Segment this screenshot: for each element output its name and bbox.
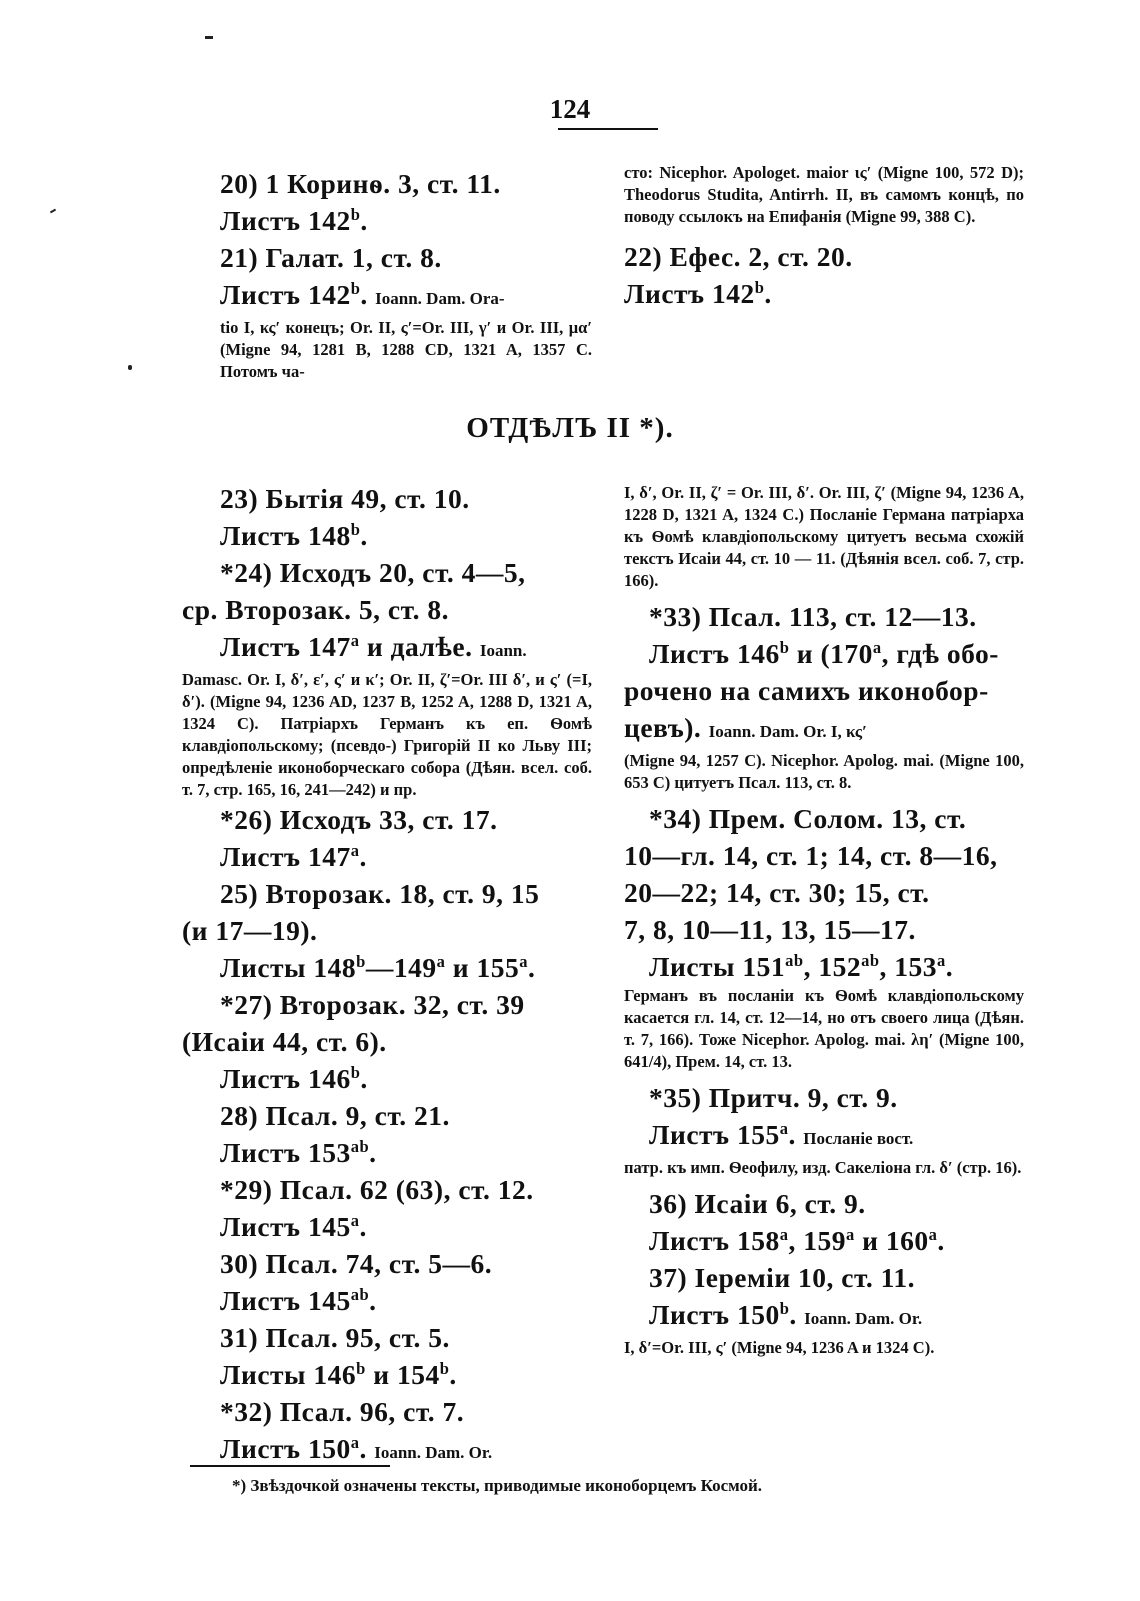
- entry-27: *27) Второзак. 32, ст. 39: [220, 989, 525, 1020]
- entry-23-leaf: Листъ 148$^b$.: [220, 519, 368, 551]
- entry-33-leaf: Листъ 146$^b$ и (170$^a$, гдѣ обо-: [649, 637, 999, 669]
- entry-35-leaf: Листъ 155$^a$. Посланіе вост.: [649, 1118, 914, 1150]
- entry-20: 20) 1 Коринѳ. 3, ст. 11.: [220, 168, 501, 199]
- entry-29: *29) Псал. 62 (63), ст. 12.: [220, 1174, 534, 1205]
- entry-34-cont2: 20—22; 14, ст. 30; 15, ст.: [624, 877, 930, 908]
- footnote: *) Звѣздочкой означены тексты, приводимые иконоборцемъ Космой.: [232, 1476, 763, 1495]
- entry-36-leaf: Листъ 158$^a$, 159$^a$ и 160$^a$.: [649, 1224, 945, 1256]
- left-column: [182, 480, 600, 1471]
- entry-21-note-continued: сто: Nicephor. Apologet. maior ις′ (Migne 100, 572 D); Theodorus Studita, Antirrh. II, въ самомъ концѣ, по поводу ссылокъ на Епифанія (Migne 99, 388 C).: [624, 163, 1024, 226]
- entry-35: *35) Притч. 9, ст. 9.: [649, 1082, 898, 1113]
- entry-35-note: патр. къ имп. Ѳеофилу, изд. Сакеліона гл. δ′ (стр. 16).: [624, 1158, 1022, 1177]
- entry-30: 30) Псал. 74, ст. 5—6.: [220, 1248, 493, 1279]
- entry-21-note: tio I, κς′ конецъ; Or. II, ς′=Or. III, γ′ и Or. III, μα′ (Migne 94, 1281 B, 1288 CD, 1321 A, 1357 C. Потомъ ча-: [220, 318, 592, 381]
- entry-26-leaf: Листъ 147$^a$.: [220, 840, 367, 872]
- scan-speck: [205, 36, 213, 39]
- entry-24-ref: ср. Второзак. 5, ст. 8.: [182, 594, 449, 625]
- entry-34-cont: 10—гл. 14, ст. 1; 14, ст. 8—16,: [624, 840, 998, 871]
- entry-34: *34) Прем. Солом. 13, ст.: [649, 803, 967, 834]
- entry-22-leaf: Листъ 142$^b$.: [624, 277, 772, 309]
- entry-34-note: Германъ въ посланіи къ Ѳомѣ клавдіопольскому касается гл. 14, ст. 12—14, но отъ своего лица (Дѣян. т. 7, 166). Тоже Nicephor. Apolog. mai. λη′ (Migne 100, 641/4), Прем. 14, ст. 13.: [624, 986, 1024, 1071]
- entry-26: *26) Исходъ 33, ст. 17.: [220, 804, 498, 835]
- entry-22: 22) Ефес. 2, ст. 20.: [624, 241, 853, 272]
- entry-27-leaf: Листъ 146$^b$.: [220, 1062, 368, 1094]
- entry-27-ref: (Исаіи 44, ст. 6).: [182, 1026, 387, 1057]
- entry-31-leaf: Листы 146$^b$ и 154$^b$.: [220, 1358, 457, 1390]
- entry-32-leaf: Листъ 150$^a$. Ioann. Dam. Or.: [220, 1432, 493, 1464]
- top-right-column: [624, 162, 1044, 312]
- entry-31: 31) Псал. 95, ст. 5.: [220, 1322, 450, 1353]
- top-left-column: [220, 165, 600, 383]
- entry-28: 28) Псал. 9, ст. 21.: [220, 1100, 450, 1131]
- entry-32-note-continued: I, δ′, Or. II, ζ′ = Or. III, δ′. Or. III, ζ′ (Migne 94, 1236 A, 1228 D, 1321 A, 1324 C.) Посланіе Германа патріарха къ Ѳомѣ клавдіопольскому цитуетъ весьма схожій текстъ Исаіи 44, ст. 10 — 11. (Дѣянія всел. соб. 7, стр. 166).: [624, 483, 1024, 590]
- entry-23: 23) Бытія 49, ст. 10.: [220, 483, 470, 514]
- entry-34-leaf: Листы $151^{ab}$, $152^{ab}$, 153$^a$.: [649, 950, 954, 982]
- entry-20-leaf: Листъ 142$^b$.: [220, 204, 368, 236]
- entry-24: *24) Исходъ 20, ст. 4—5,: [220, 557, 526, 588]
- entry-25: 25) Второзак. 18, ст. 9, 15: [220, 878, 540, 909]
- entry-29-leaf: Листъ 145$^a$.: [220, 1210, 367, 1242]
- page-number-rule: [558, 128, 658, 130]
- entry-32: *32) Псал. 96, ст. 7.: [220, 1396, 465, 1427]
- section-title: ОТДѢЛЪ II *).: [466, 412, 674, 444]
- entry-33: *33) Псал. 113, ст. 12—13.: [649, 601, 977, 632]
- scan-speck: [128, 365, 132, 370]
- entry-33-note: (Migne 94, 1257 C). Nicephor. Apolog. mai. (Migne 100, 653 C) цитуетъ Псал. 113, ст. 8.: [624, 751, 1024, 792]
- entry-33-cont2: цевъ). Ioann. Dam. Or. I, κς′: [624, 712, 867, 743]
- entry-37: 37) Іереміи 10, ст. 11.: [649, 1262, 916, 1293]
- entry-28-leaf: Листъ $153^{ab}$.: [220, 1136, 377, 1168]
- entry-21-leaf: Листъ 142$^b$. Ioann. Dam. Ora-: [220, 278, 505, 310]
- footnote-rule: [190, 1465, 390, 1467]
- entry-24-note: Damasc. Or. I, δ′, ε′, ς′ и κ′; Or. II, ζ′=Or. III δ′, и ς′ (=I, δ′). (Migne 94, 1236 AD, 1237 B, 1252 A, 1288 D, 1321 A, 1324 C). Патріархъ Германъ къ еп. Ѳомѣ клавдіопольскому; (псевдо-) Григорій II ко Льву III; опредѣленіе иконоборческаго собора (Дѣян. всел. соб. т. 7, стр. 165, 16, 241—242) и пр.: [182, 670, 592, 799]
- entry-37-note: I, δ′=Or. III, ς′ (Migne 94, 1236 A и 1324 C).: [624, 1338, 935, 1357]
- entry-33-cont: рочено на самихъ иконобор-: [624, 675, 989, 706]
- entry-34-cont3: 7, 8, 10—11, 13, 15—17.: [624, 914, 916, 945]
- entry-25-ref: (и 17—19).: [182, 915, 318, 946]
- entry-37-leaf: Листъ 150$^b$. Ioann. Dam. Or.: [649, 1298, 923, 1330]
- entry-30-leaf: Листъ $145^{ab}$.: [220, 1284, 377, 1316]
- scan-speck: [50, 209, 56, 214]
- entry-36: 36) Исаіи 6, ст. 9.: [649, 1188, 866, 1219]
- entry-24-leaf: Листъ 147$^a$ и далѣе. Ioann.: [220, 630, 527, 662]
- entry-25-leaf: Листы 148$^b$—149$^a$ и 155$^a$.: [220, 951, 536, 983]
- page-number: 124: [549, 94, 591, 124]
- entry-21: 21) Галат. 1, ст. 8.: [220, 242, 442, 273]
- right-column: [624, 482, 1044, 1359]
